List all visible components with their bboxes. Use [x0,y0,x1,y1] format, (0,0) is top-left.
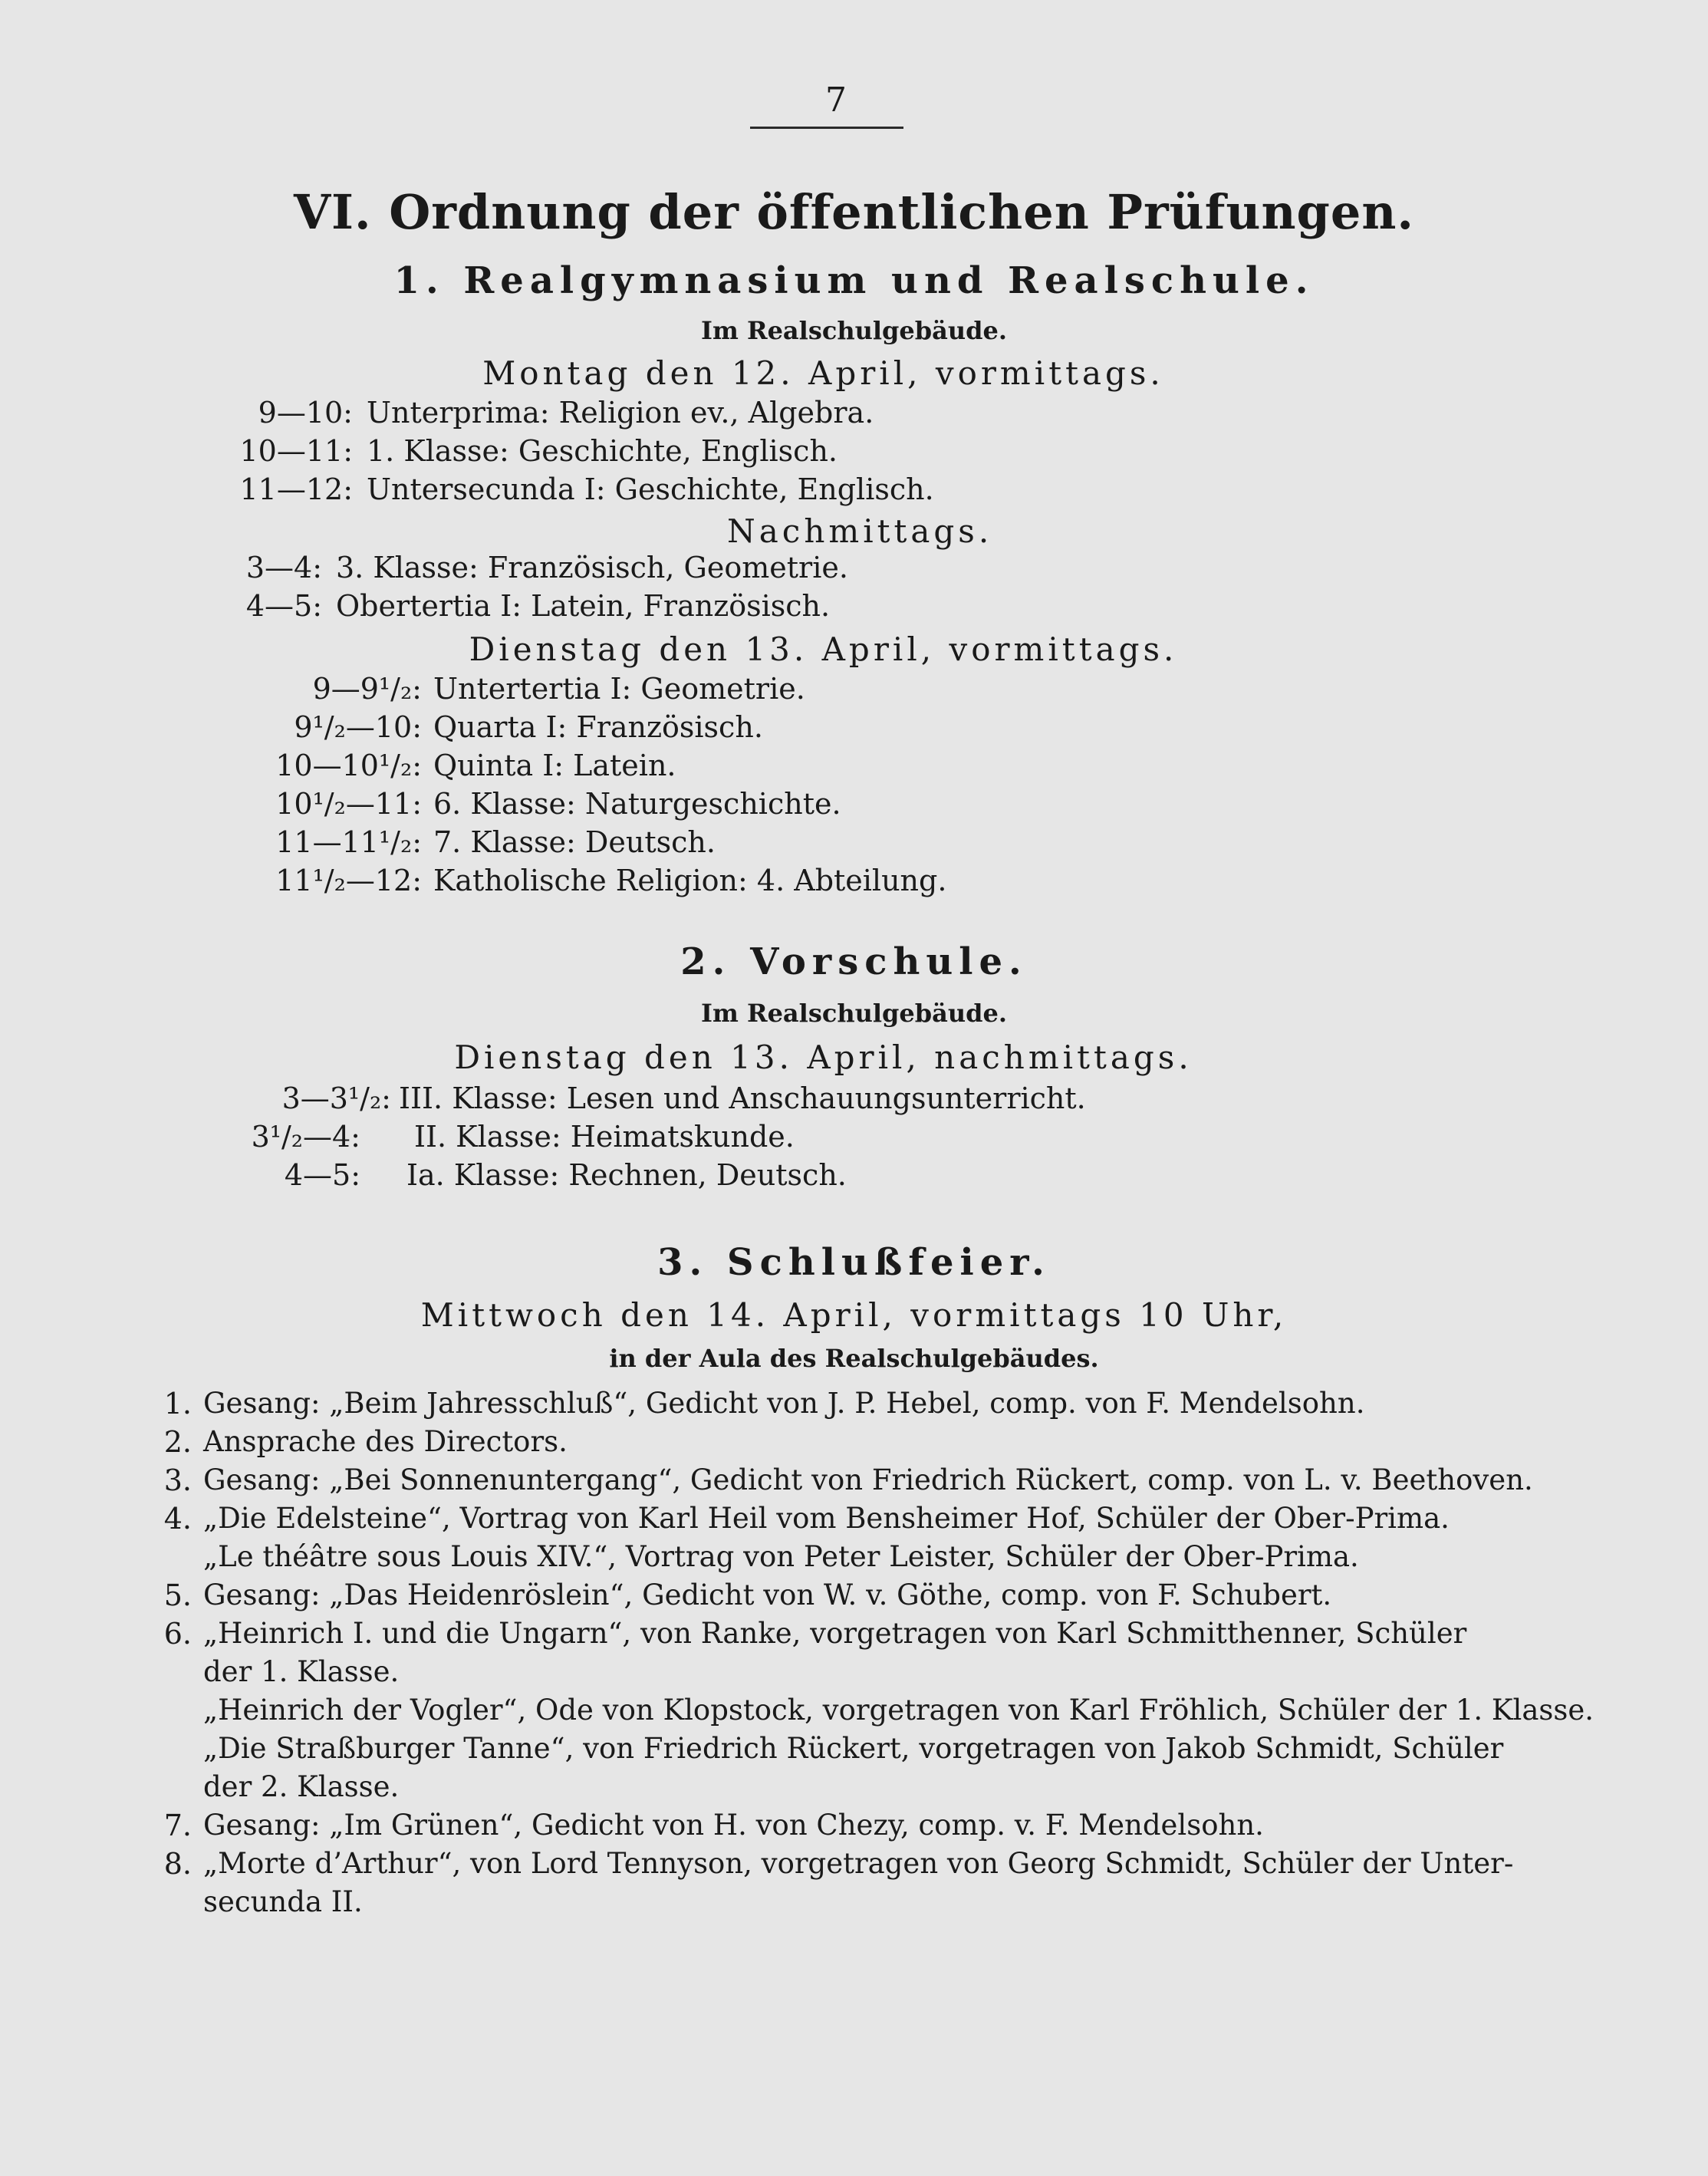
section2-heading: 2. Vorschule. [680,940,1028,983]
schedule-time: 11—11¹/₂: [275,825,422,859]
program-item: der 2. Klasse. [203,1770,400,1803]
schedule-time: 9—10: [258,396,353,430]
schedule-entry: III. Klasse: Lesen und Anschauungsunterricht. [399,1081,1086,1115]
schedule-entry: 6. Klasse: Naturgeschichte. [433,787,841,821]
program-item: „Die Straßburger Tanne“, von Friedrich Rückert, vorgetragen von Jakob Schmidt, Schüler [203,1732,1504,1765]
schedule-time: 10¹/₂—11: [275,787,422,821]
schedule-entry: Unterprima: Religion ev., Algebra. [367,396,874,430]
program-number: 1. [163,1387,192,1420]
schedule-time: 4—5: [284,1158,360,1192]
program-item: secunda II. [203,1885,363,1918]
schedule-entry: Ia. Klasse: Rechnen, Deutsch. [406,1158,847,1192]
program-number: 2. [163,1425,192,1459]
program-item: Gesang: „Beim Jahresschluß“, Gedicht von J. P. Hebel, comp. von F. Mendelsohn. [203,1387,1365,1420]
program-item: „Le théâtre sous Louis XIV.“, Vortrag von Peter Leister, Schüler der Ober-Prima. [203,1540,1359,1573]
schedule-entry: 7. Klasse: Deutsch. [433,825,716,859]
section1-location: Im Realschulgebäude. [701,316,1007,345]
section1-day2-morning: Dienstag den 13. April, vormittags. [469,630,1178,668]
program-number: 3. [163,1463,192,1497]
program-item: „Die Edelsteine“, Vortrag von Karl Heil vom Bensheimer Hof, Schüler der Ober-Prima. [203,1502,1450,1535]
schedule-time: 3—4: [245,551,322,584]
schedule-time: 3—3¹/₂: [281,1081,391,1115]
schedule-entry: Katholische Religion: 4. Abteilung. [433,864,947,897]
program-number: 4. [163,1502,192,1536]
section3-heading: 3. Schlußfeier. [657,1241,1051,1284]
program-item: Ansprache des Directors. [203,1425,568,1458]
schedule-time: 9—9¹/₂: [312,672,422,706]
section2-day: Dienstag den 13. April, nachmittags. [454,1039,1193,1076]
program-number: 7. [163,1809,192,1842]
schedule-entry: Obertertia I: Latein, Französisch. [336,589,831,623]
schedule-time: 9¹/₂—10: [294,710,422,744]
program-item: Gesang: „Das Heidenröslein“, Gedicht von W. v. Göthe, comp. von F. Schubert. [203,1579,1332,1611]
program-item: Gesang: „Im Grünen“, Gedicht von H. von Chezy, comp. v. F. Mendelsohn. [203,1809,1264,1842]
schedule-entry: 1. Klasse: Geschichte, Englisch. [367,434,838,468]
page-number: 7 [825,81,847,120]
program-item: Gesang: „Bei Sonnenuntergang“, Gedicht von Friedrich Rückert, comp. von L. v. Beethoven. [203,1463,1533,1496]
schedule-time: 4—5: [245,589,322,623]
program-number: 8. [163,1847,192,1881]
section2-location: Im Realschulgebäude. [701,999,1007,1028]
section1-heading: 1. Realgymnasium und Realschule. [393,259,1315,302]
program-item: „Heinrich der Vogler“, Ode von Klopstock, vorgetragen von Karl Fröhlich, Schüler der 1. Klasse. [203,1694,1594,1727]
schedule-entry: II. Klasse: Heimatskunde. [414,1120,795,1154]
page-title: VI. Ordnung der öffentlichen Prüfungen. [293,184,1415,240]
program-number: 6. [163,1617,192,1651]
schedule-entry: Quarta I: Französisch. [433,710,763,744]
section3-day: Mittwoch den 14. April, vormittags 10 Uhr, [420,1296,1288,1334]
schedule-time: 10—11: [239,434,353,468]
schedule-time: 10—10¹/₂: [275,749,422,782]
section1-afternoon: Nachmittags. [727,512,993,550]
program-item: der 1. Klasse. [203,1655,400,1688]
schedule-time: 11¹/₂—12: [275,864,422,897]
schedule-time: 3¹/₂—4: [251,1120,360,1154]
schedule-entry: Untertertia I: Geometrie. [433,672,805,706]
schedule-entry: 3. Klasse: Französisch, Geometrie. [336,551,848,584]
section3-location: in der Aula des Realschulgebäudes. [609,1344,1099,1373]
program-item: „Heinrich I. und die Ungarn“, von Ranke, vorgetragen von Karl Schmitthenner, Schüler [203,1617,1467,1650]
program-number: 5. [163,1579,192,1612]
schedule-entry: Untersecunda I: Geschichte, Englisch. [367,472,934,506]
program-item: „Morte d’Arthur“, von Lord Tennyson, vorgetragen von Georg Schmidt, Schüler der Unter- [203,1847,1514,1880]
schedule-time: 11—12: [239,472,353,506]
schedule-entry: Quinta I: Latein. [433,749,676,782]
page-number-rule [750,127,903,129]
section1-day1-morning: Montag den 12. April, vormittags. [482,354,1164,392]
